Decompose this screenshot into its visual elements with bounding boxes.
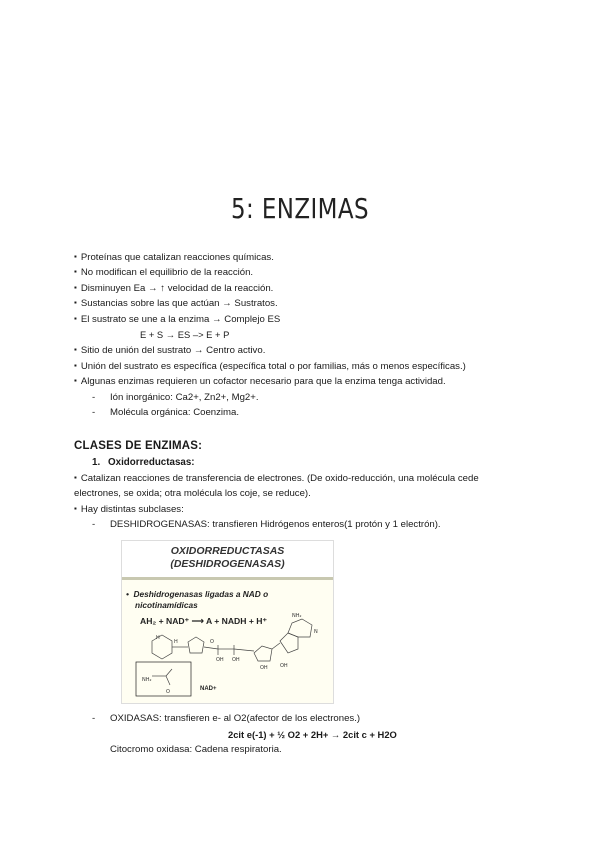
- subclass-deshidrogenasas: - DESHIDROGENASAS: transfieren Hidrógenos enteros(1 protón y 1 electrón).: [92, 519, 441, 530]
- page-title: 5: ENZIMAS: [230, 192, 370, 225]
- text-electrones: electrones, se oxida; otra molécula los coje, se reduce).: [74, 488, 311, 499]
- bullet-catalizan: ▪ Catalizan reacciones de transferencia de electrones. (De oxido-reducción, una molécula cede: [74, 473, 479, 485]
- figure-title-1: OXIDORREDUCTASAS: [170, 545, 285, 557]
- figure-bullet-1: • Deshidrogenasas ligadas a NAD o: [126, 589, 269, 599]
- bullet-subclases: ▪ Hay distintas subclases:: [74, 504, 184, 516]
- figure-deshidrogenasas: [121, 540, 334, 704]
- cofactor-ion: - Ión inorgánico: Ca2+, Zn2+, Mg2+.: [92, 392, 259, 403]
- nad-structure-drawing: [122, 541, 333, 703]
- svg-text:N: N: [314, 629, 318, 635]
- cofactor-coenzima-text: Molécula orgánica: Coenzima.: [110, 407, 240, 418]
- svg-text:O: O: [166, 689, 170, 695]
- subclass-oxidasas: - OXIDASAS: transfieren e- al O2(afector de los electrones.): [92, 713, 361, 724]
- figure-nad-label: NAD+: [200, 686, 217, 692]
- svg-text:O: O: [210, 639, 214, 645]
- citocromo-note: Citocromo oxidasa: Cadena respiratoria.: [110, 744, 282, 755]
- equation-oxidasa: 2cit e(-1) + ½ O2 + 2H+ → 2cit c + H2O: [228, 729, 397, 740]
- bullet-proteinas: ▪ Proteínas que catalizan reacciones químicas.: [74, 252, 274, 264]
- bullet-cofactor: ▪ Algunas enzimas requieren un cofactor necesario para que la enzima tenga actividad.: [74, 376, 446, 388]
- bullet-sustratos: ▪ Sustancias sobre las que actúan → Sustratos.: [74, 298, 278, 310]
- bullet-especifica: ▪ Unión del sustrato es específica (específica total o por familias, más o menos específicas.): [74, 361, 466, 373]
- class-number: 1.: [92, 457, 101, 468]
- cofactor-ion-text: Ión inorgánico: Ca2+, Zn2+, Mg2+.: [110, 392, 259, 403]
- cofactor-coenzima: - Molécula orgánica: Coenzima.: [92, 407, 240, 418]
- figure-equation: AH₂ + NAD⁺ ⟶ A + NADH + H⁺: [140, 616, 267, 626]
- svg-text:OH: OH: [216, 657, 224, 663]
- svg-text:H: H: [174, 639, 178, 645]
- figure-title-2: (DESHIDROGENASAS): [170, 558, 285, 570]
- svg-text:NH₂: NH₂: [292, 613, 302, 619]
- bullet-complejo-es: ▪ El sustrato se une a la enzima → Complejo ES: [74, 314, 280, 326]
- svg-text:OH: OH: [260, 665, 268, 671]
- equation-es: E + S → ES –> E + P: [140, 329, 230, 340]
- class-oxidorreductasas: [92, 457, 195, 468]
- subclass-oxidasas-text: OXIDASAS: transfieren e- al O2(afector de los electrones.): [110, 713, 361, 724]
- class-name: Oxidorreductasas:: [108, 457, 195, 468]
- figure-bullet-2: nicotinamídicas: [135, 600, 198, 610]
- svg-text:H: H: [156, 635, 160, 641]
- section-heading: CLASES DE ENZIMAS:: [74, 440, 203, 452]
- figure-bullet-1-text: Deshidrogenasas ligadas a NAD o: [133, 589, 269, 599]
- bullet-centro-activo: ▪ Sitio de unión del sustrato → Centro activo.: [74, 345, 265, 357]
- svg-text:OH: OH: [232, 657, 240, 663]
- subclass-deshidrogenasas-text: DESHIDROGENASAS: transfieren Hidrógenos enteros(1 protón y 1 electrón).: [110, 519, 441, 530]
- svg-text:NH₂: NH₂: [142, 677, 152, 683]
- svg-text:OH: OH: [280, 663, 288, 669]
- bullet-energia-activacion: ▪ Disminuyen Ea → ↑ velocidad de la reacción.: [74, 283, 273, 295]
- bullet-equilibrio: ▪ No modifican el equilibrio de la reacción.: [74, 267, 253, 279]
